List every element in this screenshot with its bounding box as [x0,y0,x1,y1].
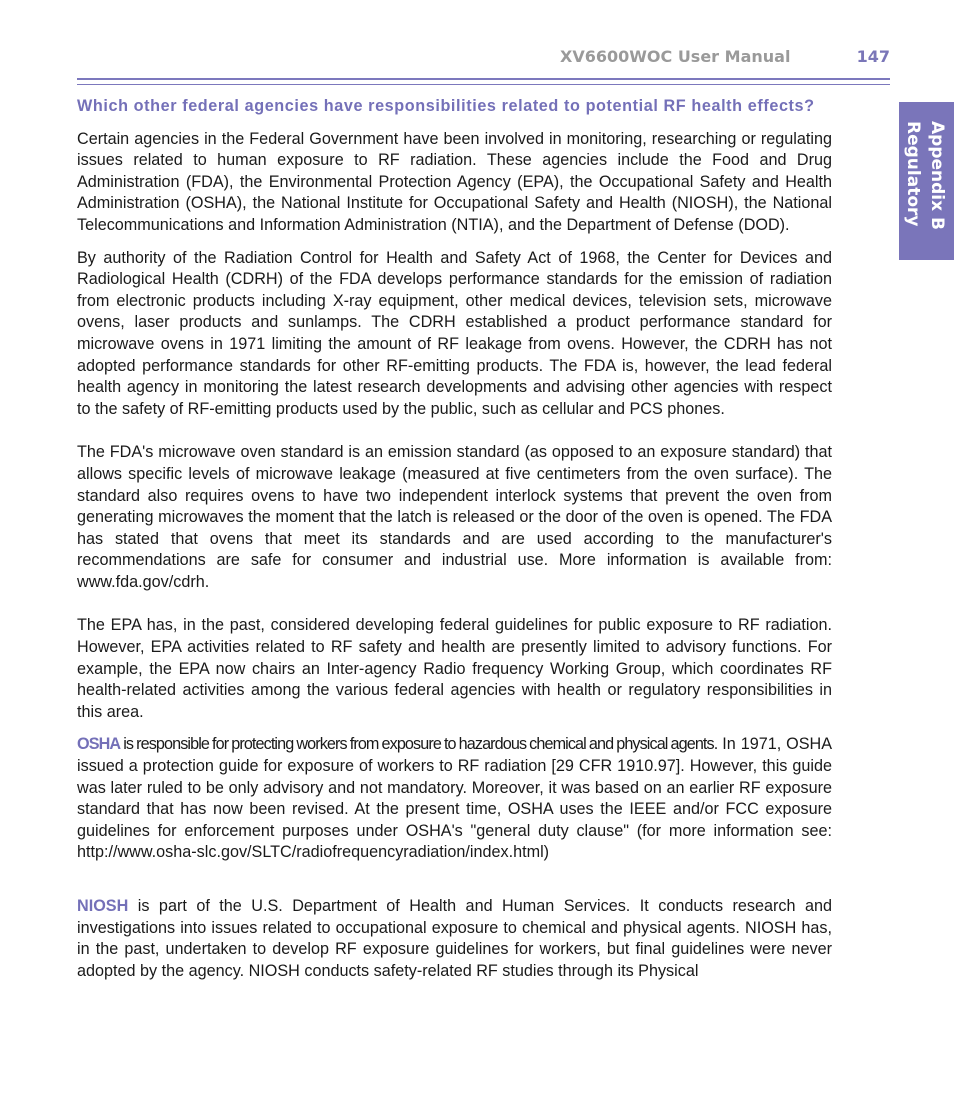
osha-first-line [77,735,717,753]
paragraph-cdrh: By authority of the Radiation Control for Health and Safety Act of 1968, the Center for Devices and Radiological Health (CDRH) of the FDA develops performance standards for the emission of radiation from electronic products including X-ray equipment, other medical devices, television sets, microwave ovens, laser products and sunlamps. The CDRH established a product performance standard for microwave ovens in 1971 limiting the amount of RF leakage from ovens. However, the CDRH has not adopted performance standards for other RF-emitting products. The FDA is, however, the lead federal health agency in monitoring the latest research developments and advising other agencies with respect to the safety of RF-emitting products used by the public, such as cellular and PCS phones. [77,248,832,418]
osha-rest-text: In 1971, OSHA issued a protection guide for exposure of workers to RF radiation [29 CFR 1910.97]. However, this guide was later ruled to be only advisory and not mandatory. Moreover, it was based on an earlier RF exposure standard that has now been revised. At the present time, OSHA uses the IEEE and/or FCC exposure guidelines for enforcement purposes under OSHA's "general duty clause" (for more information see: http://www.osha-slc.gov/SLTC/radiofrequencyradiation/index.html) [77,735,832,862]
header-rule-top [77,78,890,80]
niosh-lead: NIOSH [77,897,129,915]
appendix-side-tab-label: Appendix B Regulatory [903,121,947,230]
osha-first-text: is responsible for protecting workers from exposure to hazardous chemical and physical agents. [120,735,718,754]
paragraph-osha [77,734,832,864]
paragraph-epa: The EPA has, in the past, considered developing federal guidelines for public exposure to RF radiation. However, EPA activities related to RF safety and health are presently limited to advisory functions. For example, the EPA now chairs an Inter-agency Radio frequency Working Group, which coordinates RF health-related activities among the various federal agencies with health or regulatory responsibilities in this area. [77,616,832,721]
manual-title: XV6600WOC User Manual [560,47,791,66]
page-content [77,96,832,993]
niosh-text: is part of the U.S. Department of Health and Human Services. It conducts research and investigations into issues related to occupational exposure to chemical and physical agents. NIOSH has, in the past, undertaken to develop RF exposure guidelines for workers, but final guidelines were never adopted by the agency. NIOSH conducts safety-related RF studies through its Physical [77,897,832,980]
osha-lead: OSHA [77,735,121,754]
page-number: 147 [856,47,890,66]
header-rule-bottom [77,84,890,85]
paragraph-fda-microwave: The FDA's microwave oven standard is an emission standard (as opposed to an exposure standard) that allows specific levels of microwave leakage (measured at five centimeters from the oven surface). The standard also requires ovens to have two independent interlock systems that prevent the oven from generating microwaves the moment that the latch is released or the door of the oven is opened. The FDA has stated that ovens that meet its standards and are used according to the manufacturer's recommendations are safe for consumer and industrial use. More information is available from: www.fda.gov/cdrh. [77,443,832,591]
section-heading: Which other federal agencies have responsibilities related to potential RF health effects? [77,97,815,115]
paragraph-niosh [77,896,832,982]
paragraph-agencies: Certain agencies in the Federal Government have been involved in monitoring, researching or regulating issues related to human exposure to RF radiation. These agencies include the Food and Drug Administration (FDA), the Environmental Protection Agency (EPA), the Occupational Safety and Health Administration (OSHA), the National Institute for Occupational Safety and Health (NIOSH), the National Telecommunications and Information Administration (NTIA), and the Department of Defense (DOD). [77,129,832,234]
